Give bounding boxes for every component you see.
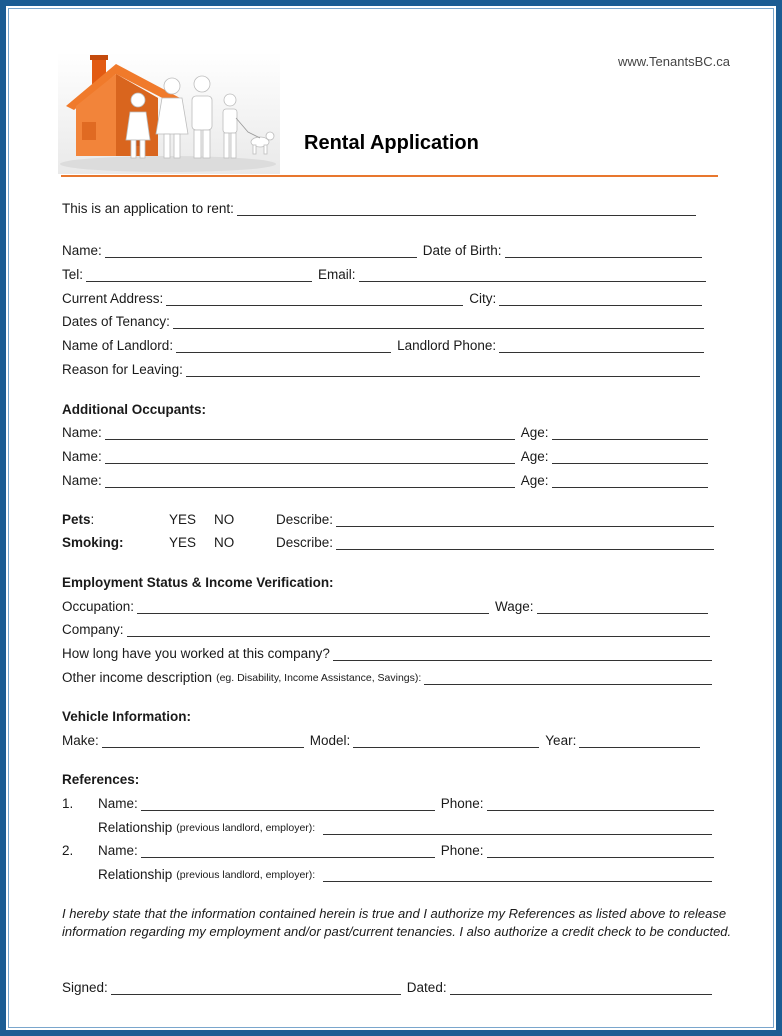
reference-relationship-field[interactable] bbox=[323, 868, 712, 882]
email-field[interactable] bbox=[359, 268, 706, 282]
reference-name-row bbox=[98, 842, 720, 860]
wage-field[interactable] bbox=[537, 600, 708, 614]
landlord-name-label: Name of Landlord: bbox=[62, 338, 174, 353]
occupation-wage-row bbox=[62, 598, 714, 616]
smoking-describe-label: Describe: bbox=[276, 535, 334, 550]
reference-name-label: Name: bbox=[98, 843, 138, 858]
how-long-label: How long have you worked at this company? bbox=[62, 646, 330, 661]
pets-describe-label: Describe: bbox=[276, 512, 334, 527]
dates-of-tenancy-field[interactable] bbox=[173, 315, 704, 329]
vehicle-heading: Vehicle Information: bbox=[62, 709, 192, 724]
landlord-row bbox=[62, 337, 710, 355]
reference-name-field[interactable] bbox=[141, 797, 435, 811]
smoking-no-option[interactable]: NO bbox=[214, 535, 235, 550]
dated-field[interactable] bbox=[450, 981, 712, 995]
reference-number: 2. bbox=[62, 843, 74, 858]
other-income-note: (eg. Disability, Income Assistance, Savings): bbox=[216, 672, 422, 684]
occupant-age-field[interactable] bbox=[552, 450, 708, 464]
model-field[interactable] bbox=[353, 734, 539, 748]
reference-phone-field[interactable] bbox=[487, 844, 714, 858]
smoking-describe-row bbox=[276, 534, 714, 552]
reference-phone-label: Phone: bbox=[440, 796, 484, 811]
tenancy-row bbox=[62, 313, 710, 331]
reference-relationship-field[interactable] bbox=[323, 821, 712, 835]
current-address-label: Current Address: bbox=[62, 291, 164, 306]
reason-field[interactable] bbox=[186, 363, 700, 377]
company-row bbox=[62, 621, 716, 639]
make-field[interactable] bbox=[102, 734, 304, 748]
occupant-name-label: Name: bbox=[62, 473, 102, 488]
address-city-row bbox=[62, 290, 708, 308]
dates-of-tenancy-label: Dates of Tenancy: bbox=[62, 314, 170, 329]
occupation-field[interactable] bbox=[137, 600, 489, 614]
occupant-age-label: Age: bbox=[520, 425, 549, 440]
dob-label: Date of Birth: bbox=[422, 243, 502, 258]
current-address-field[interactable] bbox=[166, 292, 463, 306]
occupant-name-field[interactable] bbox=[105, 474, 515, 488]
declaration-text: I hereby state that the information contained herein is true and I authorize my References as listed above to release information regarding my employment and/or past/current tenancies. I also authorize a credit check to be conducted. bbox=[62, 906, 732, 939]
model-label: Model: bbox=[309, 733, 351, 748]
year-label: Year: bbox=[545, 733, 577, 748]
occupation-label: Occupation: bbox=[62, 599, 135, 614]
occupant-age-field[interactable] bbox=[552, 426, 708, 440]
signed-field[interactable] bbox=[111, 981, 401, 995]
occupant-age-label: Age: bbox=[520, 473, 549, 488]
occupant-age-label: Age: bbox=[520, 449, 549, 464]
other-income-field[interactable] bbox=[424, 671, 712, 685]
city-label: City: bbox=[469, 291, 497, 306]
reference-relationship-label: Relationship bbox=[98, 820, 173, 835]
company-field[interactable] bbox=[127, 623, 710, 637]
reference-relationship-note: (previous landlord, employer): bbox=[176, 822, 316, 834]
pets-no-option[interactable]: NO bbox=[214, 512, 235, 527]
reference-number: 1. bbox=[62, 796, 74, 811]
name-field[interactable] bbox=[105, 244, 417, 258]
name-label: Name: bbox=[62, 243, 102, 258]
vehicle-row bbox=[62, 732, 706, 750]
tel-field[interactable] bbox=[86, 268, 312, 282]
page-title: Rental Application bbox=[304, 132, 479, 154]
reference-name-label: Name: bbox=[98, 796, 138, 811]
reference-relationship-row bbox=[98, 819, 718, 837]
reference-phone-field[interactable] bbox=[487, 797, 714, 811]
pets-describe-row bbox=[276, 511, 714, 529]
dated-label: Dated: bbox=[406, 980, 447, 995]
landlord-name-field[interactable] bbox=[176, 339, 391, 353]
reference-name-row bbox=[98, 795, 720, 813]
company-label: Company: bbox=[62, 622, 124, 637]
reference-phone-label: Phone: bbox=[440, 843, 484, 858]
header-divider bbox=[61, 175, 718, 177]
occupant-row bbox=[62, 472, 714, 490]
house-family-logo bbox=[58, 52, 280, 174]
landlord-phone-field[interactable] bbox=[499, 339, 704, 353]
wage-label: Wage: bbox=[495, 599, 534, 614]
reference-relationship-label: Relationship bbox=[98, 867, 173, 882]
employment-heading: Employment Status & Income Verification: bbox=[62, 575, 334, 590]
reason-label: Reason for Leaving: bbox=[62, 362, 183, 377]
occupant-row bbox=[62, 448, 714, 466]
smoking-yes-option[interactable]: YES bbox=[169, 535, 197, 550]
name-dob-row bbox=[62, 242, 708, 260]
occupants-heading: Additional Occupants: bbox=[62, 402, 207, 417]
reference-relationship-note: (previous landlord, employer): bbox=[176, 869, 316, 881]
other-income-row bbox=[62, 669, 718, 687]
signature-row bbox=[62, 979, 718, 997]
references-heading: References: bbox=[62, 772, 140, 787]
tel-label: Tel: bbox=[62, 267, 84, 282]
email-label: Email: bbox=[318, 267, 356, 282]
pets-describe-field[interactable] bbox=[336, 513, 714, 527]
occupant-row bbox=[62, 424, 714, 442]
occupant-age-field[interactable] bbox=[552, 474, 708, 488]
occupant-name-label: Name: bbox=[62, 425, 102, 440]
smoking-label: Smoking: bbox=[62, 535, 124, 550]
dob-field[interactable] bbox=[505, 244, 702, 258]
apply-field[interactable] bbox=[237, 202, 696, 216]
occupant-name-field[interactable] bbox=[105, 426, 515, 440]
reference-name-field[interactable] bbox=[141, 844, 435, 858]
occupant-name-label: Name: bbox=[62, 449, 102, 464]
pets-yes-option[interactable]: YES bbox=[169, 512, 197, 527]
website-url[interactable]: www.TenantsBC.ca bbox=[618, 54, 730, 69]
occupant-name-field[interactable] bbox=[105, 450, 515, 464]
smoking-describe-field[interactable] bbox=[336, 536, 714, 550]
how-long-field[interactable] bbox=[333, 647, 712, 661]
other-income-label: Other income description bbox=[62, 670, 213, 685]
signed-label: Signed: bbox=[62, 980, 108, 995]
apply-label: This is an application to rent: bbox=[62, 201, 234, 216]
year-field[interactable] bbox=[579, 734, 700, 748]
city-field[interactable] bbox=[499, 292, 702, 306]
make-label: Make: bbox=[62, 733, 99, 748]
apply-row bbox=[62, 200, 702, 218]
tel-email-row bbox=[62, 266, 712, 284]
reason-row bbox=[62, 361, 706, 379]
how-long-row bbox=[62, 645, 718, 663]
landlord-phone-label: Landlord Phone: bbox=[397, 338, 497, 353]
reference-relationship-row bbox=[98, 866, 718, 884]
pets-label: Pets: bbox=[62, 512, 95, 527]
